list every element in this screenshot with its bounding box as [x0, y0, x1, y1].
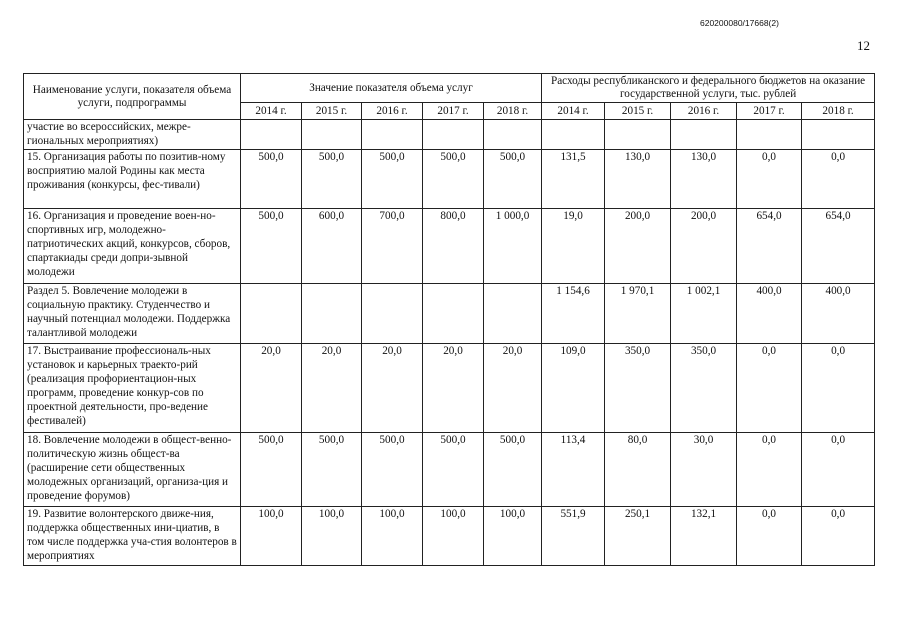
expense-cell: 654,0: [737, 209, 802, 284]
row-name: 16. Организация и проведение воен-но-спортивных игр, молодежно-патриотических акций, конкурсов, сборов, спартакиады среди допри-зывной молодежи: [24, 209, 241, 284]
expense-cell: 109,0: [542, 344, 605, 433]
volume-cell: [241, 120, 302, 150]
document-code: 620200080/17668(2): [700, 18, 779, 28]
page-number: 12: [857, 38, 870, 53]
expense-cell: 200,0: [671, 209, 737, 284]
volume-cell: 500,0: [484, 150, 542, 209]
expense-cell: 132,1: [671, 507, 737, 566]
volume-cell: 500,0: [362, 150, 423, 209]
volume-cell: [241, 284, 302, 344]
expense-cell: 0,0: [737, 433, 802, 507]
row-name: участие во всероссийских, межре-гиональных мероприятиях): [24, 120, 241, 150]
expense-cell: 1 154,6: [542, 284, 605, 344]
row-name: 18. Вовлечение молодежи в общест-венно-политическую жизнь общест-ва (расширение сети общественных молодежных организаций, организа-ция и проведение форумов): [24, 433, 241, 507]
volume-cell: 100,0: [484, 507, 542, 566]
volume-cell: 500,0: [362, 433, 423, 507]
volume-cell: [362, 120, 423, 150]
volume-cell: [362, 284, 423, 344]
expense-cell: 113,4: [542, 433, 605, 507]
volume-cell: 100,0: [423, 507, 484, 566]
volume-cell: 500,0: [241, 433, 302, 507]
volume-cell: 500,0: [423, 150, 484, 209]
expense-cell: [605, 120, 671, 150]
expense-cell: 654,0: [802, 209, 875, 284]
row-name: 19. Развитие волонтерского движе-ния, поддержка общественных ини-циатив, в том числе поддержка уча-стия волонтеров в мероприятиях: [24, 507, 241, 566]
expense-cell: 131,5: [542, 150, 605, 209]
expense-cell: [671, 120, 737, 150]
header-volume-year: 2018 г.: [484, 103, 542, 120]
expense-cell: 80,0: [605, 433, 671, 507]
header-volume-year: 2017 г.: [423, 103, 484, 120]
volume-cell: 20,0: [362, 344, 423, 433]
volume-cell: 700,0: [362, 209, 423, 284]
expense-cell: 1 002,1: [671, 284, 737, 344]
expense-cell: 19,0: [542, 209, 605, 284]
row-name: Раздел 5. Вовлечение молодежи в социальную практику. Студенчество и научный потенциал молодежи. Поддержка талантливой молодежи: [24, 284, 241, 344]
table-row: [24, 507, 875, 566]
expense-cell: 130,0: [671, 150, 737, 209]
volume-cell: 100,0: [362, 507, 423, 566]
header-name: Наименование услуги, показателя объема услуги, подпрограммы: [24, 74, 241, 120]
services-table: [23, 73, 875, 566]
expense-cell: 400,0: [737, 284, 802, 344]
expense-cell: 350,0: [671, 344, 737, 433]
expense-cell: [737, 120, 802, 150]
volume-cell: 500,0: [241, 209, 302, 284]
header-volume-year: 2015 г.: [302, 103, 362, 120]
table-row: [24, 120, 875, 150]
header-expense-year: 2017 г.: [737, 103, 802, 120]
expense-cell: 0,0: [802, 344, 875, 433]
table-row: [24, 284, 875, 344]
row-name: 17. Выстраивание профессиональ-ных установок и карьерных траекто-рий (реализация профориентацион-ных программ, проведение конкур-сов по проектной деятельности, про-ведение фестивалей): [24, 344, 241, 433]
table-row: [24, 150, 875, 209]
volume-cell: 20,0: [484, 344, 542, 433]
table-row: [24, 433, 875, 507]
table-row: [24, 209, 875, 284]
header-expense-year: 2018 г.: [802, 103, 875, 120]
header-expense-year: 2016 г.: [671, 103, 737, 120]
expense-cell: 0,0: [737, 507, 802, 566]
volume-cell: 20,0: [302, 344, 362, 433]
volume-cell: 800,0: [423, 209, 484, 284]
expense-cell: 0,0: [737, 150, 802, 209]
volume-cell: 20,0: [241, 344, 302, 433]
volume-cell: 100,0: [302, 507, 362, 566]
row-name: 15. Организация работы по позитив-ному восприятию малой Родины как места проживания (конкурсы, фес-тивали): [24, 150, 241, 209]
volume-cell: [423, 284, 484, 344]
expense-cell: 30,0: [671, 433, 737, 507]
expense-cell: 400,0: [802, 284, 875, 344]
volume-cell: [423, 120, 484, 150]
expense-cell: [542, 120, 605, 150]
header-volume-year: 2014 г.: [241, 103, 302, 120]
volume-cell: 20,0: [423, 344, 484, 433]
volume-cell: 100,0: [241, 507, 302, 566]
header-expense-group: Расходы республиканского и федерального бюджетов на оказание государственной услуги, тыс. рублей: [542, 74, 875, 103]
expense-cell: 551,9: [542, 507, 605, 566]
expense-cell: 350,0: [605, 344, 671, 433]
expense-cell: 200,0: [605, 209, 671, 284]
volume-cell: 500,0: [423, 433, 484, 507]
volume-cell: 600,0: [302, 209, 362, 284]
volume-cell: 500,0: [241, 150, 302, 209]
expense-cell: 0,0: [737, 344, 802, 433]
expense-cell: 0,0: [802, 507, 875, 566]
table-row: [24, 344, 875, 433]
header-volume-group: Значение показателя объема услуг: [241, 74, 542, 103]
volume-cell: 500,0: [484, 433, 542, 507]
expense-cell: 250,1: [605, 507, 671, 566]
volume-cell: 500,0: [302, 150, 362, 209]
volume-cell: [484, 120, 542, 150]
volume-cell: 500,0: [302, 433, 362, 507]
volume-cell: [302, 284, 362, 344]
expense-cell: 130,0: [605, 150, 671, 209]
expense-cell: 0,0: [802, 150, 875, 209]
volume-cell: [302, 120, 362, 150]
expense-cell: 1 970,1: [605, 284, 671, 344]
volume-cell: 1 000,0: [484, 209, 542, 284]
header-volume-year: 2016 г.: [362, 103, 423, 120]
expense-cell: [802, 120, 875, 150]
expense-cell: 0,0: [802, 433, 875, 507]
header-expense-year: 2014 г.: [542, 103, 605, 120]
header-expense-year: 2015 г.: [605, 103, 671, 120]
volume-cell: [484, 284, 542, 344]
